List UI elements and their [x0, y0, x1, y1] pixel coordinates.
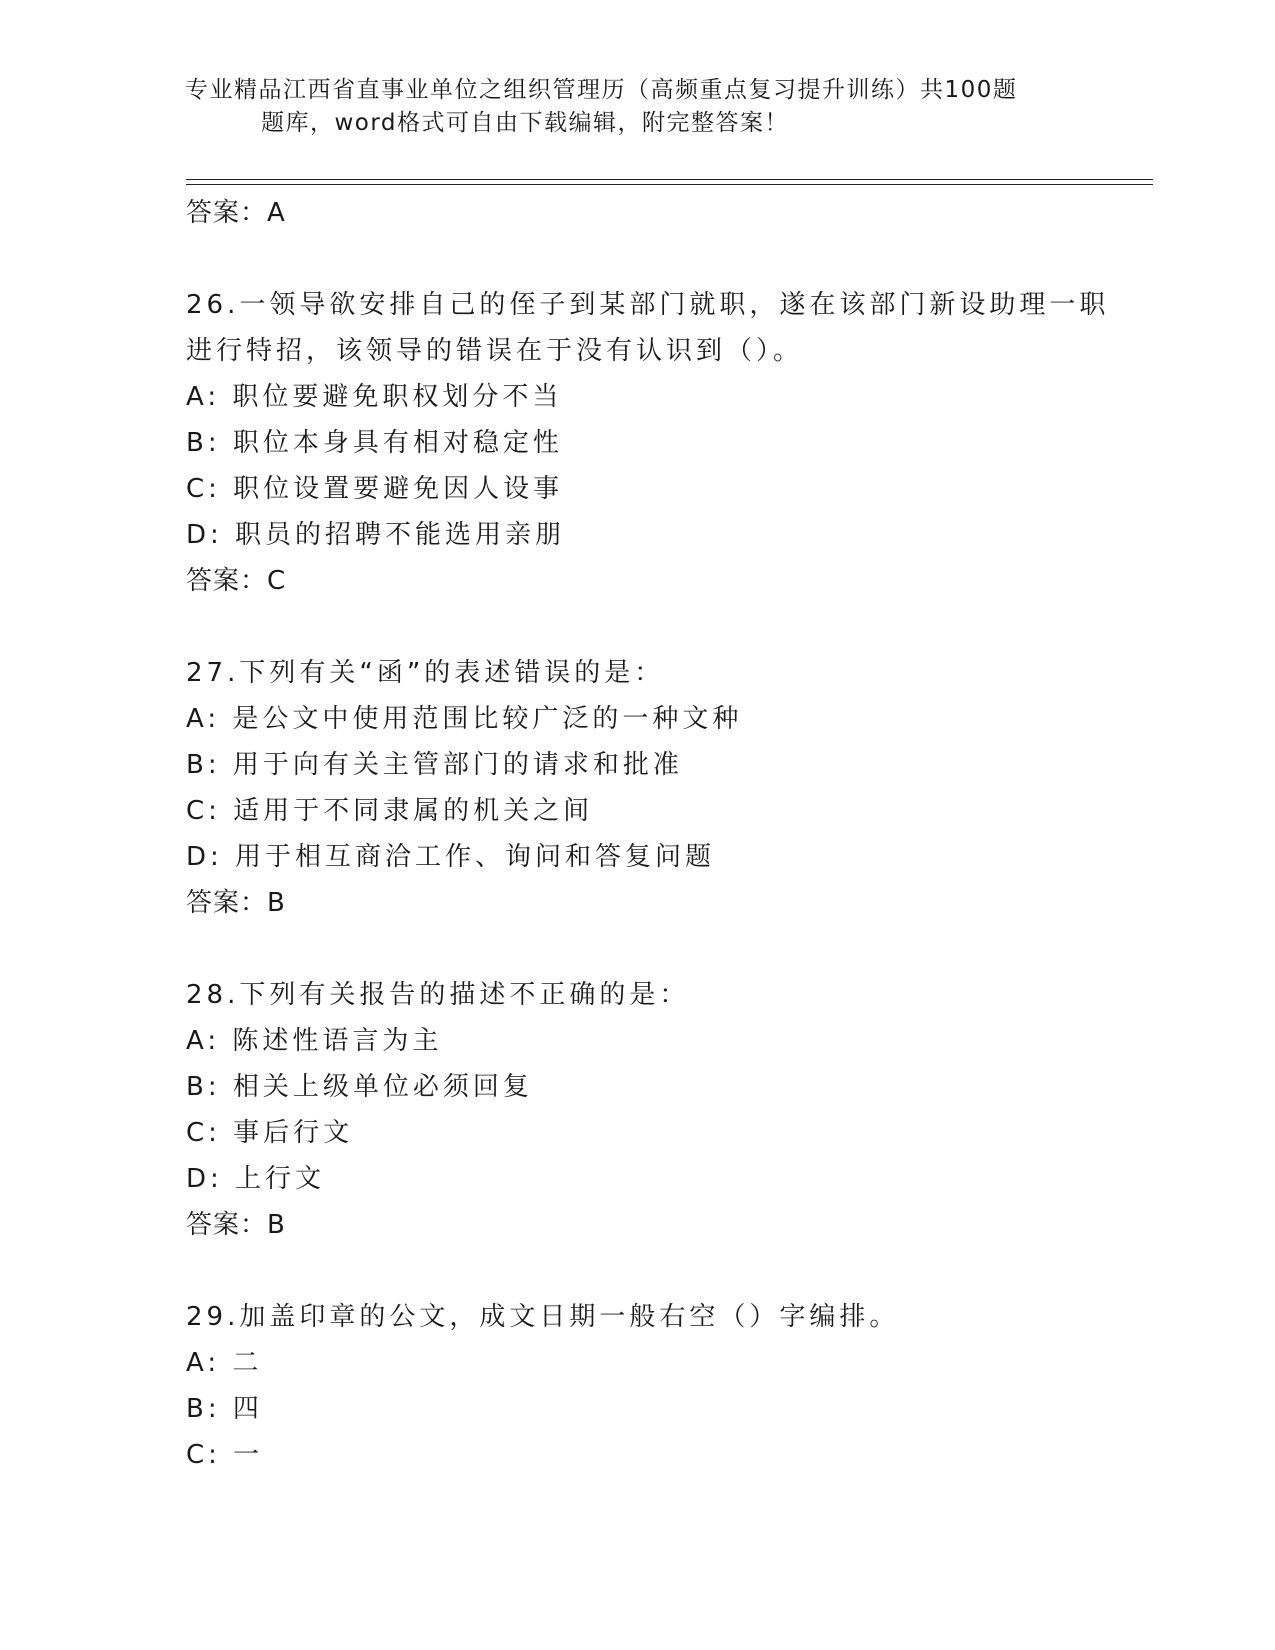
question-list	[186, 190, 1146, 1478]
question-27	[186, 650, 1146, 926]
option-b: B: 四	[186, 1394, 263, 1424]
document-header	[185, 74, 1065, 140]
header-divider-top	[186, 179, 1153, 180]
option-b: B: 相关上级单位必须回复	[186, 1072, 533, 1102]
header-line-1: 专业精品江西省直事业单位之组织管理历（高频重点复习提升训练）共100题	[185, 77, 1018, 103]
option-a: A: 陈述性语言为主	[186, 1026, 443, 1056]
answer-line: 答案：B	[186, 888, 286, 918]
option-a: A: 职位要避免职权划分不当	[186, 382, 563, 412]
option-a: A: 是公文中使用范围比较广泛的一种文种	[186, 704, 743, 734]
answer-line: 答案：B	[186, 1210, 286, 1240]
question-29	[186, 1294, 1146, 1478]
option-c: C: 适用于不同隶属的机关之间	[186, 796, 594, 826]
answer-line: 答案：C	[186, 566, 287, 596]
option-d: D: 用于相互商洽工作、询问和答复问题	[186, 842, 716, 872]
question-28	[186, 972, 1146, 1248]
option-b: B: 用于向有关主管部门的请求和批准	[186, 750, 683, 780]
question-text-line: 27.下列有关“函”的表述错误的是：	[186, 658, 665, 688]
previous-answer: 答案：A	[186, 198, 286, 228]
spacer	[186, 1248, 1146, 1294]
question-text-line: 29.加盖印章的公文，成文日期一般右空（）字编排。	[186, 1302, 900, 1332]
spacer	[186, 926, 1146, 972]
question-text-line: 进行特招，该领导的错误在于没有认识到（）。	[186, 336, 804, 366]
option-c: C: 职位设置要避免因人设事	[186, 474, 564, 504]
option-b: B: 职位本身具有相对稳定性	[186, 428, 563, 458]
header-line-2: 题库，word格式可自由下载编辑，附完整答案！	[261, 110, 790, 136]
option-a: A: 二	[186, 1348, 263, 1378]
header-divider-bottom	[186, 184, 1153, 185]
option-d: D: 职员的招聘不能选用亲朋	[186, 520, 566, 550]
option-d: D: 上行文	[186, 1164, 326, 1194]
spacer	[186, 604, 1146, 650]
question-text-line: 28.下列有关报告的描述不正确的是：	[186, 980, 690, 1010]
spacer	[186, 236, 1146, 282]
question-26	[186, 282, 1146, 604]
question-text-line: 26.一领导欲安排自己的侄子到某部门就职，遂在该部门新设助理一职	[186, 290, 1110, 320]
option-c: C: 一	[186, 1440, 264, 1470]
option-c: C: 事后行文	[186, 1118, 354, 1148]
